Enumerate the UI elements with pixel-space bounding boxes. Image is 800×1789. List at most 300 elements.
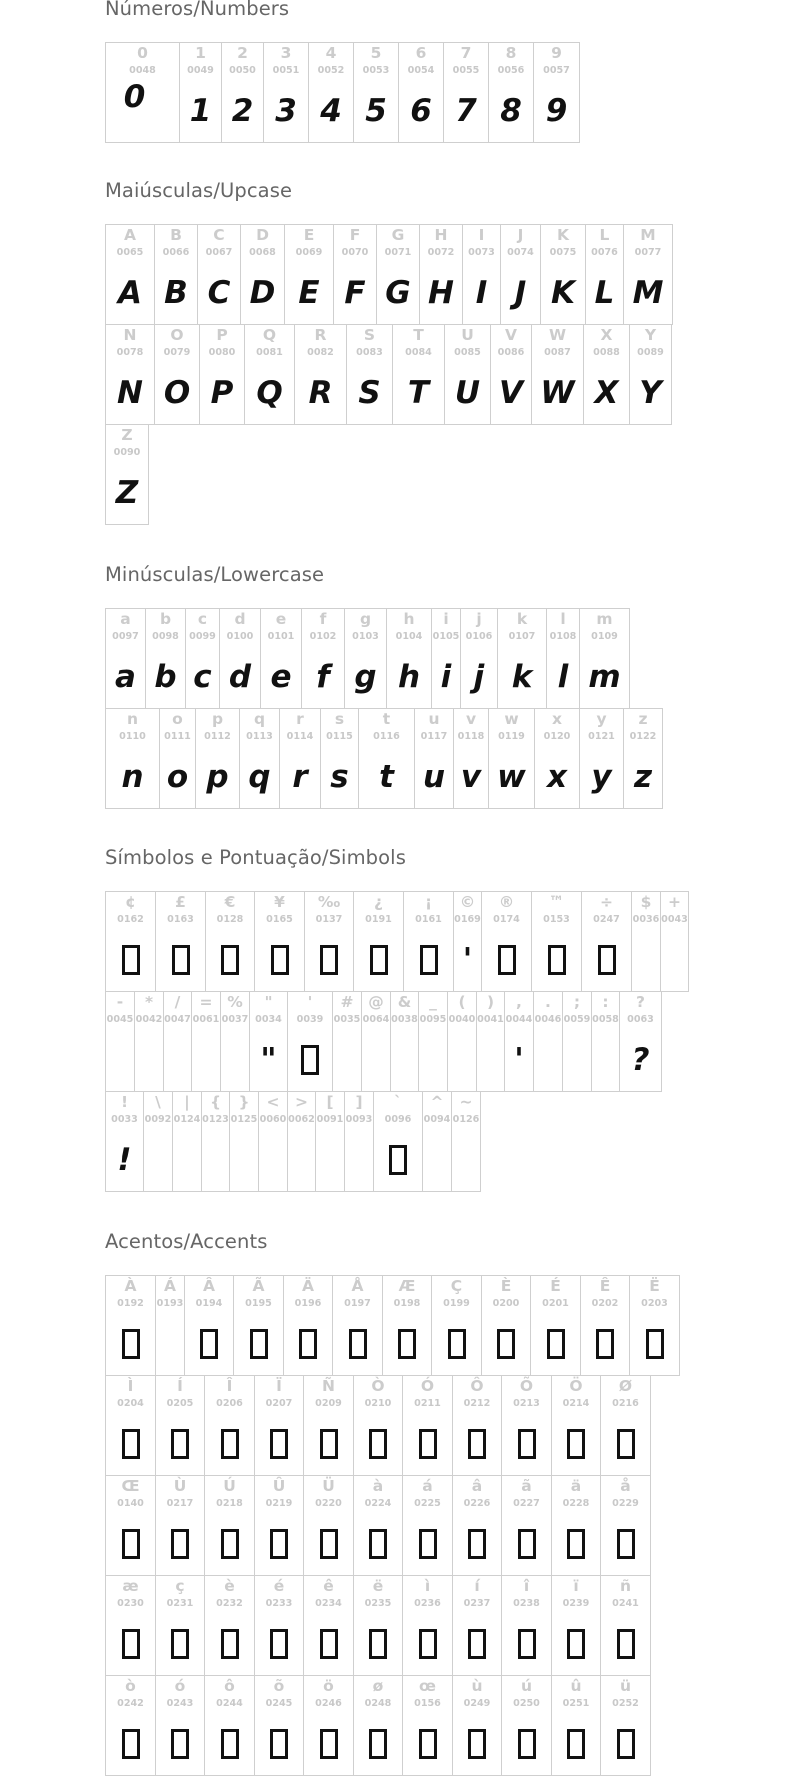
character-code: 0197 xyxy=(344,1298,371,1309)
character-label: % xyxy=(227,993,243,1011)
character-label: L xyxy=(599,226,610,244)
notdef-box-icon xyxy=(468,1729,486,1759)
character-code: 0081 xyxy=(256,347,283,358)
notdef-box-icon xyxy=(389,1145,407,1175)
character-code: 0128 xyxy=(216,914,244,925)
character-code: 0214 xyxy=(562,1398,590,1409)
handwritten-glyph: P xyxy=(210,375,234,411)
handwritten-glyph: e xyxy=(270,659,292,695)
glyph-cell xyxy=(444,324,491,425)
glyph-cell xyxy=(579,608,630,709)
glyph-cell xyxy=(419,224,463,325)
handwritten-glyph: w xyxy=(497,759,526,795)
character-code: 0094 xyxy=(423,1114,451,1125)
notdef-box-icon xyxy=(221,1429,239,1459)
handwritten-glyph: Z xyxy=(115,475,139,511)
character-label: ö xyxy=(323,1677,334,1695)
handwritten-glyph: W xyxy=(540,375,575,411)
character-label: C xyxy=(213,226,225,244)
character-label: S xyxy=(363,326,376,344)
character-code: 0206 xyxy=(216,1398,243,1409)
notdef-box-icon xyxy=(369,1729,387,1759)
handwritten-glyph: n xyxy=(121,759,144,795)
character-code: 0123 xyxy=(202,1114,229,1125)
character-label: m xyxy=(596,610,613,628)
glyph-row xyxy=(105,324,672,425)
character-label: ô xyxy=(224,1677,235,1695)
notdef-box-icon xyxy=(518,1729,536,1759)
notdef-box-icon xyxy=(398,1329,416,1359)
character-code: 0083 xyxy=(356,347,383,358)
missing-glyph-box-icon xyxy=(403,1522,452,1566)
character-label: & xyxy=(397,993,412,1011)
character-code: 0165 xyxy=(266,914,293,925)
notdef-box-icon xyxy=(122,1529,140,1559)
notdef-box-icon xyxy=(419,1529,437,1559)
handwritten-glyph: 0 xyxy=(123,79,146,115)
character-label: ï xyxy=(573,1577,579,1595)
character-code: 0071 xyxy=(384,247,412,258)
character-code: 0229 xyxy=(612,1498,639,1509)
character-label: i xyxy=(443,610,449,628)
glyph-cell xyxy=(219,608,261,709)
character-label: õ xyxy=(273,1677,285,1695)
character-label: G xyxy=(391,226,405,244)
glyph-cell xyxy=(284,224,334,325)
character-code: 0242 xyxy=(117,1698,144,1709)
missing-glyph-box-icon xyxy=(206,938,254,982)
character-code: 0234 xyxy=(315,1598,342,1609)
glyph-cell xyxy=(344,608,387,709)
character-label: Ì xyxy=(127,1377,134,1395)
notdef-box-icon xyxy=(221,1529,239,1559)
character-code: 0111 xyxy=(164,731,191,742)
character-code: 0068 xyxy=(249,247,276,258)
notdef-box-icon xyxy=(419,1629,437,1659)
notdef-box-icon xyxy=(122,1629,140,1659)
glyph-cell xyxy=(414,708,454,809)
character-code: 0163 xyxy=(167,914,194,925)
character-label: © xyxy=(459,893,476,911)
character-code: 0212 xyxy=(463,1398,491,1409)
character-code: 0086 xyxy=(497,347,525,358)
character-label: s xyxy=(334,710,345,728)
glyph-cell xyxy=(195,708,240,809)
glyph-cell xyxy=(287,991,333,1092)
glyph-cell xyxy=(254,891,305,992)
notdef-box-icon xyxy=(567,1529,585,1559)
glyph-cell xyxy=(105,1675,156,1776)
notdef-box-icon xyxy=(301,1045,319,1075)
glyph-cell xyxy=(301,608,345,709)
character-code: 0033 xyxy=(111,1114,138,1125)
character-label: æ xyxy=(122,1577,139,1595)
character-code: 0194 xyxy=(195,1298,223,1309)
character-code: 0201 xyxy=(542,1298,569,1309)
handwritten-glyph: L xyxy=(594,275,615,311)
glyph-cell xyxy=(258,1091,288,1192)
handwritten-glyph: X xyxy=(594,375,619,411)
character-code: 0059 xyxy=(563,1014,591,1025)
character-code: 0048 xyxy=(129,65,156,76)
glyph-cell xyxy=(600,1375,651,1476)
glyph-cell xyxy=(531,324,584,425)
character-code: 0100 xyxy=(226,631,254,642)
glyph-cell xyxy=(402,1675,453,1776)
character-code: 0101 xyxy=(267,631,295,642)
missing-glyph-box-icon xyxy=(453,1522,501,1566)
character-label: Â xyxy=(203,1277,215,1295)
glyph-cell xyxy=(155,891,206,992)
character-code: 0107 xyxy=(508,631,536,642)
character-code: 0063 xyxy=(627,1014,654,1025)
glyph-cell xyxy=(346,324,393,425)
glyph-cell xyxy=(221,42,264,143)
handwritten-glyph: 8 xyxy=(500,93,522,129)
character-code: 0054 xyxy=(407,65,435,76)
character-label: W xyxy=(548,326,567,344)
glyph-row xyxy=(105,1475,651,1576)
character-code: 0224 xyxy=(364,1498,392,1509)
character-code: 0088 xyxy=(593,347,620,358)
character-label: / xyxy=(174,993,181,1011)
glyph-cell xyxy=(497,608,547,709)
handwritten-glyph: M xyxy=(632,275,664,311)
character-label: : xyxy=(602,993,609,1011)
character-label: @ xyxy=(368,993,384,1011)
character-code: 0232 xyxy=(216,1598,243,1609)
glyph-cell xyxy=(287,1091,316,1192)
notdef-box-icon xyxy=(617,1429,635,1459)
missing-glyph-box-icon xyxy=(304,1522,353,1566)
character-code: 0091 xyxy=(316,1114,344,1125)
character-label: M xyxy=(640,226,656,244)
character-label: 9 xyxy=(551,44,562,62)
character-code: 0070 xyxy=(341,247,369,258)
notdef-box-icon xyxy=(270,1729,288,1759)
notdef-box-icon xyxy=(617,1729,635,1759)
handwritten-glyph: ? xyxy=(631,1042,650,1078)
character-label: ¥ xyxy=(274,893,285,911)
missing-glyph-box-icon xyxy=(156,1522,204,1566)
notdef-box-icon xyxy=(518,1629,536,1659)
character-code: 0235 xyxy=(364,1598,392,1609)
character-label: z xyxy=(638,710,648,728)
handwritten-glyph: J xyxy=(514,275,527,311)
missing-glyph-box-icon xyxy=(453,1422,501,1466)
character-label: E xyxy=(303,226,315,244)
character-label: ò xyxy=(125,1677,136,1695)
character-label: Î xyxy=(226,1377,233,1395)
handwritten-glyph: N xyxy=(117,375,143,411)
character-code: 0078 xyxy=(116,347,144,358)
character-label: - xyxy=(116,993,124,1011)
character-label: ^ xyxy=(430,1093,444,1111)
glyph-cell xyxy=(145,608,186,709)
missing-glyph-box-icon xyxy=(156,1422,204,1466)
notdef-box-icon xyxy=(419,1729,437,1759)
character-label: < xyxy=(266,1093,280,1111)
character-code: 0037 xyxy=(221,1014,249,1025)
glyph-cell xyxy=(315,1091,345,1192)
handwritten-glyph: g xyxy=(354,659,377,695)
character-label: X xyxy=(600,326,613,344)
character-label: b xyxy=(159,610,172,628)
character-label: Õ xyxy=(519,1377,534,1395)
character-code: 0087 xyxy=(544,347,571,358)
character-code: 0220 xyxy=(315,1498,342,1509)
character-code: 0106 xyxy=(465,631,493,642)
character-code: 0116 xyxy=(373,731,400,742)
missing-glyph-box-icon xyxy=(403,1722,452,1766)
missing-glyph-box-icon xyxy=(106,1422,155,1466)
character-label: 7 xyxy=(460,44,472,62)
notdef-box-icon xyxy=(271,945,289,975)
character-label: ÷ xyxy=(600,893,613,911)
character-label: a xyxy=(120,610,131,628)
missing-glyph-box-icon xyxy=(205,1722,254,1766)
character-label: Ü xyxy=(322,1477,335,1495)
character-label: ™ xyxy=(548,893,565,911)
character-code: 0058 xyxy=(592,1014,619,1025)
character-code: 0153 xyxy=(543,914,570,925)
glyph-cell xyxy=(155,1275,185,1376)
character-code: 0046 xyxy=(534,1014,562,1025)
character-label: c xyxy=(197,610,208,628)
notdef-box-icon xyxy=(320,1729,338,1759)
glyph-cell xyxy=(551,1375,601,1476)
glyph-cell xyxy=(155,1375,205,1476)
handwritten-glyph: 7 xyxy=(455,93,477,129)
character-code: 0236 xyxy=(414,1598,441,1609)
glyph-cell xyxy=(134,991,164,1092)
glyph-cell xyxy=(488,708,535,809)
missing-glyph-box-icon xyxy=(552,1422,600,1466)
missing-glyph-box-icon xyxy=(255,1722,303,1766)
character-code: 0115 xyxy=(326,731,353,742)
handwritten-glyph: q xyxy=(248,759,271,795)
character-label: é xyxy=(273,1577,285,1595)
missing-glyph-box-icon xyxy=(404,938,453,982)
missing-glyph-box-icon xyxy=(255,1622,303,1666)
missing-glyph-box-icon xyxy=(552,1522,600,1566)
glyph-cell xyxy=(376,224,420,325)
glyph-cell xyxy=(154,324,200,425)
character-label: Ò xyxy=(371,1377,385,1395)
character-label: Ï xyxy=(276,1377,282,1395)
glyph-cell xyxy=(185,608,220,709)
character-code: 0043 xyxy=(661,914,688,925)
character-code: 0066 xyxy=(162,247,190,258)
character-label: F xyxy=(349,226,361,244)
character-label: Ó xyxy=(420,1377,435,1395)
character-label: 1 xyxy=(195,44,206,62)
handwritten-glyph: y xyxy=(591,759,612,795)
glyph-cell xyxy=(660,891,689,992)
missing-glyph-box-icon xyxy=(453,1722,501,1766)
notdef-box-icon xyxy=(122,945,140,975)
notdef-box-icon xyxy=(171,1629,189,1659)
glyph-cell xyxy=(105,1375,156,1476)
character-label: 0 xyxy=(137,44,148,62)
glyph-cell xyxy=(163,991,192,1092)
character-label: ¡ xyxy=(424,893,433,911)
glyph-cell xyxy=(501,1575,552,1676)
character-code: 0192 xyxy=(117,1298,144,1309)
missing-glyph-box-icon xyxy=(106,1622,155,1666)
character-code: 0076 xyxy=(591,247,618,258)
notdef-box-icon xyxy=(646,1329,664,1359)
glyph-cell xyxy=(239,708,280,809)
glyph-cell xyxy=(600,1675,651,1776)
glyph-cell xyxy=(105,224,155,325)
character-code: 0103 xyxy=(352,631,379,642)
glyph-cell xyxy=(105,42,180,143)
character-code: 0072 xyxy=(427,247,455,258)
character-code: 0118 xyxy=(457,731,485,742)
character-label: l xyxy=(560,610,566,628)
character-code: 0122 xyxy=(629,731,657,742)
glyph-cell xyxy=(154,224,198,325)
character-label: ù xyxy=(471,1677,483,1695)
character-label: Z xyxy=(121,426,133,444)
character-label: x xyxy=(552,710,562,728)
character-code: 0161 xyxy=(415,914,442,925)
character-label: 5 xyxy=(370,44,382,62)
glyph-row xyxy=(105,708,663,809)
glyph-cell xyxy=(534,708,580,809)
glyph-cell xyxy=(353,1375,403,1476)
character-code: 0246 xyxy=(315,1698,342,1709)
glyph-cell xyxy=(398,42,444,143)
character-code: 0045 xyxy=(106,1014,134,1025)
character-label: Ë xyxy=(649,1277,660,1295)
character-code: 0137 xyxy=(315,914,343,925)
glyph-cell xyxy=(422,1091,452,1192)
character-label: ] xyxy=(355,1093,363,1111)
character-label: Œ xyxy=(121,1477,140,1495)
notdef-box-icon xyxy=(172,945,190,975)
missing-glyph-box-icon xyxy=(205,1522,254,1566)
character-code: 0049 xyxy=(187,65,214,76)
glyph-cell xyxy=(249,991,288,1092)
character-label: Ç xyxy=(450,1277,463,1295)
glyph-cell xyxy=(481,1275,531,1376)
character-label: j xyxy=(476,610,482,628)
character-code: 0038 xyxy=(391,1014,418,1025)
character-label: f xyxy=(319,610,327,628)
character-code: 0099 xyxy=(189,631,216,642)
section-title: Maiúsculas/Upcase xyxy=(105,179,293,202)
character-code: 0119 xyxy=(498,731,525,742)
missing-glyph-box-icon xyxy=(552,1622,600,1666)
handwritten-glyph: R xyxy=(308,375,333,411)
character-code: 0207 xyxy=(265,1398,293,1409)
character-label: í xyxy=(474,1577,480,1595)
handwritten-glyph: o xyxy=(166,759,189,795)
character-label: ç xyxy=(175,1577,185,1595)
notdef-box-icon xyxy=(448,1329,466,1359)
character-label: £ xyxy=(175,893,186,911)
missing-glyph-box-icon xyxy=(502,1622,551,1666)
character-code: 0105 xyxy=(432,631,460,642)
character-label: ; xyxy=(573,993,581,1011)
glyph-cell xyxy=(283,1275,333,1376)
character-label: > xyxy=(295,1093,308,1111)
glyph-cell xyxy=(105,891,156,992)
missing-glyph-box-icon xyxy=(354,1422,402,1466)
glyph-cell xyxy=(583,324,630,425)
glyph-cell xyxy=(155,1575,205,1676)
missing-glyph-box-icon xyxy=(581,1322,629,1366)
character-code: 0125 xyxy=(230,1114,258,1125)
character-code: 0156 xyxy=(414,1698,441,1709)
glyph-cell xyxy=(105,708,160,809)
glyph-cell xyxy=(373,1091,423,1192)
glyph-cell xyxy=(155,1475,205,1576)
handwritten-glyph: r xyxy=(292,759,308,795)
missing-glyph-box-icon xyxy=(403,1622,452,1666)
character-label: Í xyxy=(177,1377,183,1395)
character-code: 0089 xyxy=(637,347,664,358)
character-code: 0055 xyxy=(452,65,480,76)
glyph-cell xyxy=(332,1275,383,1376)
notdef-box-icon xyxy=(548,945,566,975)
character-label: p xyxy=(211,710,224,728)
character-label: Û xyxy=(272,1477,286,1495)
glyph-cell xyxy=(562,991,592,1092)
handwritten-glyph: f xyxy=(316,659,330,695)
character-label: B xyxy=(170,226,182,244)
notdef-box-icon xyxy=(250,1329,268,1359)
character-code: 0196 xyxy=(294,1298,322,1309)
character-label: w xyxy=(504,710,519,728)
glyph-cell xyxy=(386,608,432,709)
missing-glyph-box-icon xyxy=(630,1322,679,1366)
missing-glyph-box-icon xyxy=(354,938,403,982)
character-label: Ä xyxy=(302,1277,314,1295)
glyph-cell xyxy=(353,1475,403,1576)
character-label: K xyxy=(556,226,569,244)
glyph-row xyxy=(105,1275,680,1376)
section-title: Números/Numbers xyxy=(105,0,290,20)
glyph-cell xyxy=(531,891,582,992)
character-label: ø xyxy=(372,1677,384,1695)
character-code: 0230 xyxy=(117,1598,144,1609)
handwritten-glyph: O xyxy=(163,375,191,411)
missing-glyph-box-icon xyxy=(354,1522,402,1566)
missing-glyph-box-icon xyxy=(582,938,631,982)
glyph-cell xyxy=(205,891,255,992)
handwritten-glyph: S xyxy=(358,375,381,411)
missing-glyph-box-icon xyxy=(304,1722,353,1766)
character-code: 0237 xyxy=(463,1598,491,1609)
character-code: 0042 xyxy=(135,1014,163,1025)
handwritten-glyph: z xyxy=(633,759,653,795)
character-label: € xyxy=(224,893,236,911)
glyph-cell xyxy=(623,708,663,809)
handwritten-glyph: t xyxy=(379,759,394,795)
character-code: 0140 xyxy=(117,1498,144,1509)
character-label: r xyxy=(296,710,304,728)
character-code: 0126 xyxy=(452,1114,480,1125)
character-label: å xyxy=(620,1477,631,1495)
missing-glyph-box-icon xyxy=(106,1722,155,1766)
character-label: ä xyxy=(570,1477,582,1495)
notdef-box-icon xyxy=(369,1429,387,1459)
character-code: 0174 xyxy=(493,914,520,925)
glyph-cell xyxy=(619,991,662,1092)
